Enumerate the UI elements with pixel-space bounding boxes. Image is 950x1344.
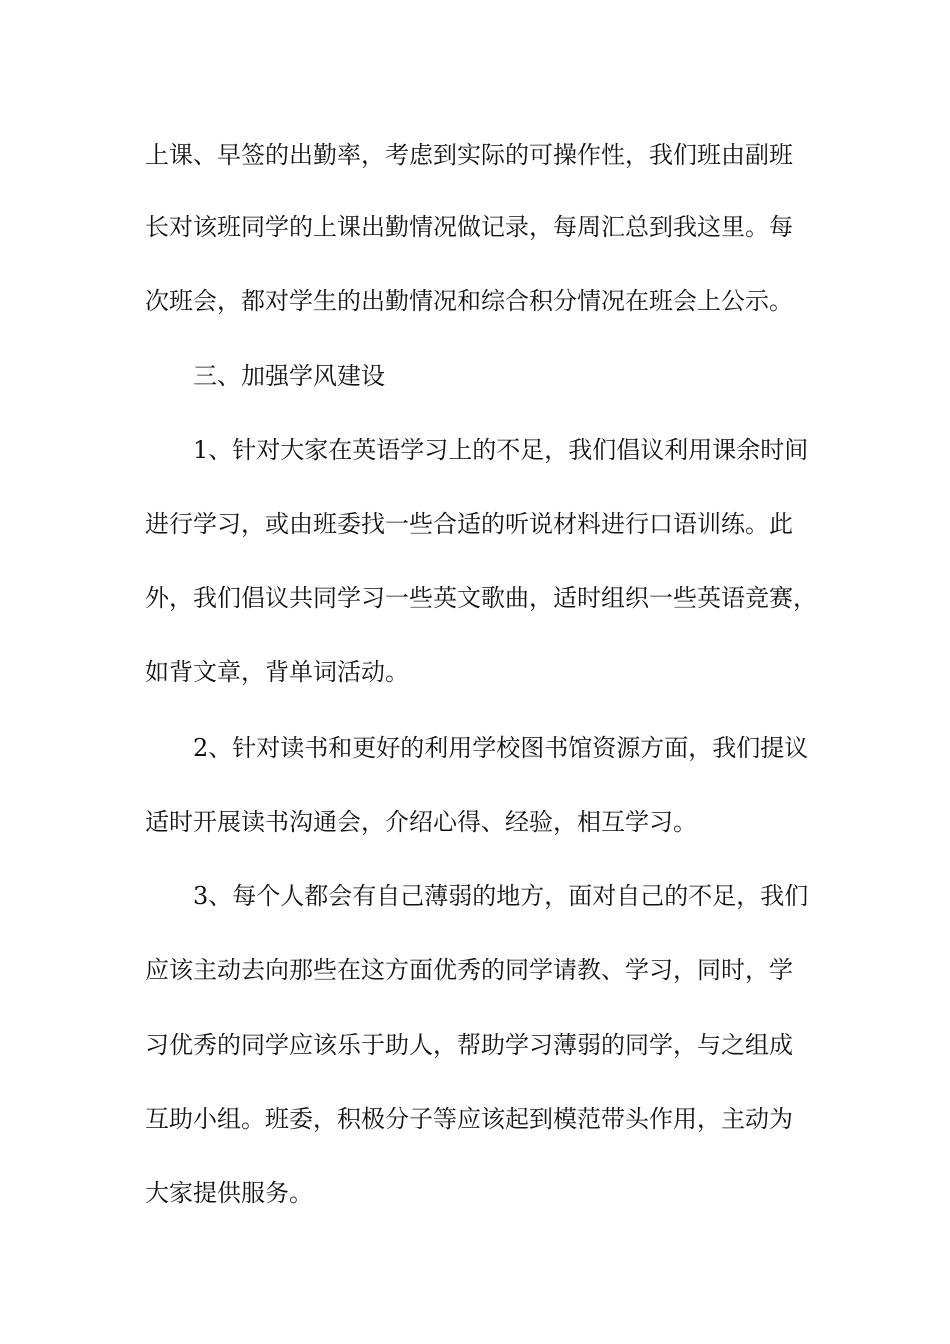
- text-line: 互助小组。班委，积极分子等应该起到模范带头作用，主动为: [145, 1105, 793, 1133]
- section-heading: 三、加强学风建设: [193, 362, 385, 390]
- text-line: 应该主动去向那些在这方面优秀的同学请教、学习，同时，学: [145, 956, 793, 984]
- text-line: 习优秀的同学应该乐于助人，帮助学习薄弱的同学，与之组成: [145, 1031, 793, 1059]
- text-line: 上课、早签的出勤率，考虑到实际的可操作性，我们班由副班: [145, 141, 793, 169]
- text-line: 适时开展读书沟通会，介绍心得、经验，相互学习。: [145, 808, 697, 836]
- text-line: 进行学习，或由班委找一些合适的听说材料进行口语训练。此: [145, 510, 793, 538]
- text-line: 1、针对大家在英语学习上的不足，我们倡议利用课余时间: [193, 436, 809, 464]
- text-line: 次班会，都对学生的出勤情况和综合积分情况在班会上公示。: [145, 287, 793, 315]
- text-line: 长对该班同学的上课出勤情况做记录，每周汇总到我这里。每: [145, 213, 793, 241]
- text-line: 外，我们倡议共同学习一些英文歌曲，适时组织一些英语竞赛，: [145, 584, 817, 612]
- text-line: 3、每个人都会有自己薄弱的地方，面对自己的不足，我们: [193, 882, 809, 910]
- text-line: 大家提供服务。: [145, 1179, 313, 1207]
- text-line: 如背文章，背单词活动。: [145, 658, 409, 686]
- text-line: 2、针对读书和更好的利用学校图书馆资源方面，我们提议: [193, 734, 809, 762]
